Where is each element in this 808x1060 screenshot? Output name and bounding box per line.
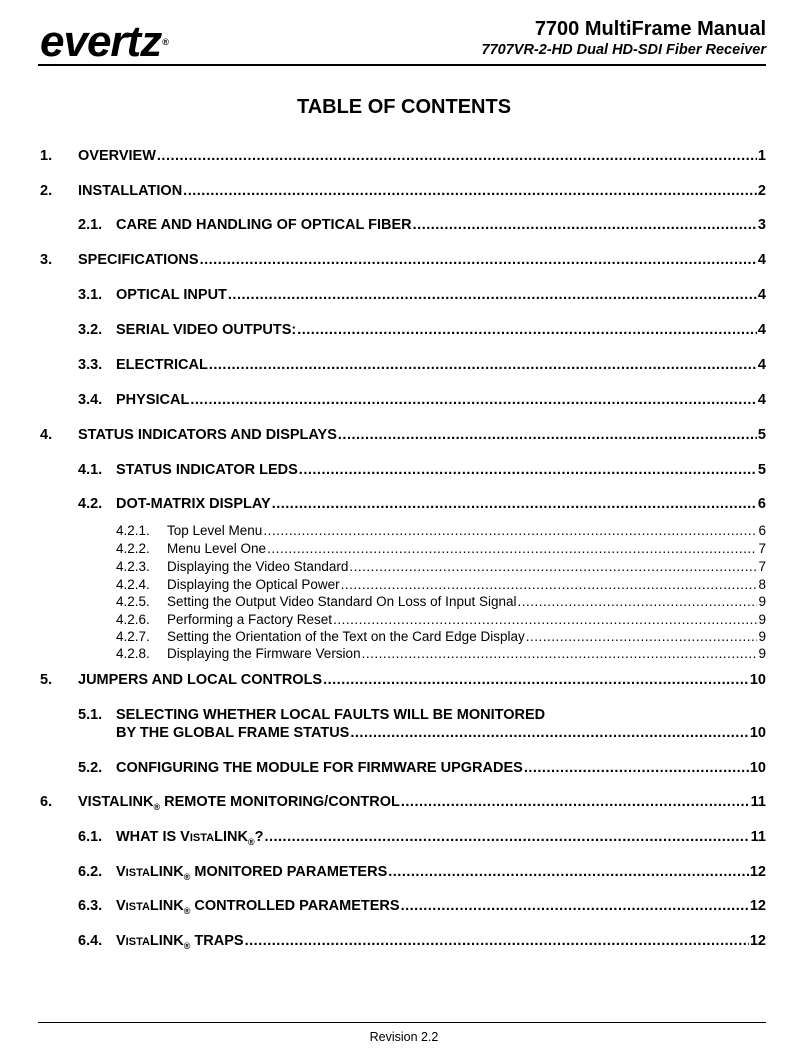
title-part: MONITORED PARAMETERS <box>190 864 388 880</box>
leader-dots <box>228 287 757 303</box>
leader-dots <box>518 594 758 609</box>
leader-dots <box>362 646 758 661</box>
toc-number: 2.1. <box>78 217 103 233</box>
toc-number: 3.1. <box>78 287 103 303</box>
toc-entry-2[interactable] <box>40 183 766 199</box>
toc-entry-4-2-5[interactable] <box>116 594 766 609</box>
toc-entry-3[interactable] <box>40 252 766 268</box>
toc-number: 3. <box>40 252 53 268</box>
toc-entry-4-2-7[interactable] <box>116 629 766 644</box>
title-part: ? <box>254 829 264 845</box>
toc-title-text <box>116 864 387 882</box>
registered-mark: ® <box>183 940 191 951</box>
title-part: LINK <box>214 829 248 845</box>
toc-entry-6-1[interactable] <box>78 829 766 847</box>
toc-entry-3-4[interactable] <box>78 392 766 408</box>
toc-title-text: SELECTING WHETHER LOCAL FAULTS WILL BE MONITORED <box>116 707 546 723</box>
leader-dots <box>333 612 757 627</box>
toc-page: 10 <box>749 760 766 776</box>
title-part: V <box>116 933 126 949</box>
leader-dots <box>209 357 757 373</box>
toc-entry-6-3[interactable] <box>78 898 766 916</box>
leader-dots <box>267 541 757 556</box>
leader-dots <box>272 496 757 512</box>
toc-page: 11 <box>750 794 766 810</box>
registered-mark: ® <box>183 871 191 882</box>
toc-title-text: OPTICAL INPUT <box>116 287 227 303</box>
toc-entry-6-2[interactable] <box>78 864 766 882</box>
title-part: LINK <box>149 933 184 949</box>
toc-title-text: Displaying the Video Standard <box>167 559 349 574</box>
revision-footer: Revision 2.2 <box>369 1030 439 1044</box>
toc-title: TABLE OF CONTENTS <box>296 96 512 118</box>
toc-entry-5-2[interactable] <box>78 760 766 776</box>
title-part: WHAT IS V <box>116 829 190 845</box>
toc-number: 4.1. <box>78 462 103 478</box>
registered-mark: ® <box>153 801 161 812</box>
leader-dots <box>350 725 749 741</box>
toc-entry-1[interactable] <box>40 148 766 164</box>
toc-title-text: BY THE GLOBAL FRAME STATUS <box>116 725 350 741</box>
toc-title-text <box>116 898 400 916</box>
vistalink-word: VISTALINK <box>78 794 154 810</box>
toc-title-text: DOT-MATRIX DISPLAY <box>116 496 271 512</box>
leader-dots <box>413 217 757 233</box>
toc-number: 5. <box>40 672 53 688</box>
toc-title-text: Displaying the Firmware Version <box>167 646 361 661</box>
toc-page: 4 <box>757 252 766 268</box>
toc-number: 4.2.1. <box>116 523 150 538</box>
toc-page: 10 <box>749 672 766 688</box>
toc-number: 4. <box>40 427 53 443</box>
toc-entry-3-2[interactable] <box>78 322 766 338</box>
toc-number: 6.4. <box>78 933 103 949</box>
toc-page: 4 <box>757 287 766 303</box>
toc-entry-4[interactable] <box>40 427 766 443</box>
leader-dots <box>349 559 757 574</box>
toc-page: 10 <box>749 725 766 741</box>
toc-page: 11 <box>750 829 766 845</box>
toc-page: 7 <box>758 559 766 574</box>
footer-rule <box>38 1022 766 1023</box>
title-part: TRAPS <box>190 933 244 949</box>
toc-entry-6-4[interactable] <box>78 933 766 951</box>
toc-number: 6. <box>40 794 53 810</box>
toc-number: 4.2.7. <box>116 629 150 644</box>
title-part: LINK <box>149 898 184 914</box>
toc-entry-4-2-4[interactable] <box>116 577 766 592</box>
leader-dots <box>183 183 757 199</box>
leader-dots <box>299 462 757 478</box>
toc-page: 4 <box>757 322 766 338</box>
toc-page: 9 <box>758 612 766 627</box>
logo-text: evertz <box>40 17 162 66</box>
toc-title-text: CONFIGURING THE MODULE FOR FIRMWARE UPGRADES <box>116 760 523 776</box>
toc-number: 3.3. <box>78 357 103 373</box>
toc-page: 6 <box>757 496 766 512</box>
logo-registered-mark: ® <box>162 37 168 47</box>
toc-title-text: ELECTRICAL <box>116 357 208 373</box>
toc-number: 4.2.4. <box>116 577 150 592</box>
toc-number: 6.3. <box>78 898 103 914</box>
toc-title-text: OVERVIEW <box>78 148 156 164</box>
toc-number: 4.2.2. <box>116 541 150 556</box>
toc-entry-4-2-1[interactable] <box>116 523 766 538</box>
leader-dots <box>323 672 749 688</box>
toc-page: 9 <box>758 594 766 609</box>
manual-subtitle: 7707VR-2-HD Dual HD-SDI Fiber Receiver <box>481 42 766 58</box>
toc-title-text: PHYSICAL <box>116 392 190 408</box>
toc-entry-4-2[interactable] <box>78 496 766 512</box>
leader-dots <box>338 427 757 443</box>
toc-number: 3.4. <box>78 392 103 408</box>
toc-page: 4 <box>757 357 766 373</box>
toc-entry-4-2-3[interactable] <box>116 559 766 574</box>
toc-title-text: Menu Level One <box>167 541 267 556</box>
toc-number: 4.2.5. <box>116 594 150 609</box>
toc-entry-4-1[interactable] <box>78 462 766 478</box>
toc-page: 1 <box>757 148 766 164</box>
toc-number: 5.1. <box>78 707 103 723</box>
registered-mark: ® <box>247 836 255 847</box>
toc-page: 2 <box>757 183 766 199</box>
toc-number: 4.2.3. <box>116 559 150 574</box>
toc-entry-3-3[interactable] <box>78 357 766 373</box>
leader-dots <box>245 933 749 949</box>
title-smallcaps: ISTA <box>125 901 150 913</box>
toc-title-text <box>116 829 263 847</box>
toc-entry-4-2-6[interactable] <box>116 612 766 627</box>
leader-dots <box>264 829 749 845</box>
title-smallcaps: ISTA <box>125 867 150 879</box>
toc-number: 4.2. <box>78 496 103 512</box>
leader-dots <box>190 392 757 408</box>
toc-entry-5-1-line2[interactable] <box>78 725 766 741</box>
toc-page: 12 <box>749 933 766 949</box>
leader-dots <box>401 898 749 914</box>
toc-page: 5 <box>757 462 766 478</box>
leader-dots <box>401 794 750 810</box>
toc-title-text: INSTALLATION <box>78 183 183 199</box>
toc-page: 8 <box>758 577 766 592</box>
toc-page: 4 <box>757 392 766 408</box>
toc-number: 4.2.8. <box>116 646 150 661</box>
toc-number: 4.2.6. <box>116 612 150 627</box>
toc-title-text <box>116 933 244 951</box>
leader-dots <box>526 629 758 644</box>
toc-page: 9 <box>758 629 766 644</box>
toc-entry-4-2-8[interactable] <box>116 646 766 661</box>
toc-entry-3-1[interactable] <box>78 287 766 303</box>
title-smallcaps: ISTA <box>125 936 150 948</box>
toc-number: 5.2. <box>78 760 103 776</box>
toc-title-text: SPECIFICATIONS <box>78 252 199 268</box>
toc-number: 6.1. <box>78 829 103 845</box>
toc-number: 6.2. <box>78 864 103 880</box>
toc-entry-6[interactable] <box>40 794 766 812</box>
toc-title-text: Setting the Orientation of the Text on the Card Edge Display <box>167 629 525 644</box>
leader-dots <box>388 864 749 880</box>
toc-page: 6 <box>758 523 766 538</box>
title-rest: REMOTE MONITORING/CONTROL <box>160 794 400 810</box>
leader-dots <box>341 577 758 592</box>
leader-dots <box>524 760 749 776</box>
registered-mark: ® <box>183 905 191 916</box>
toc-title-text: Top Level Menu <box>167 523 263 538</box>
leader-dots <box>200 252 757 268</box>
toc-title-text: Displaying the Optical Power <box>167 577 340 592</box>
toc-page: 12 <box>749 898 766 914</box>
toc-title-text: STATUS INDICATOR LEDS <box>116 462 298 478</box>
toc-title-text: SERIAL VIDEO OUTPUTS: <box>116 322 297 338</box>
title-smallcaps: ISTA <box>189 832 215 844</box>
title-part: V <box>116 898 126 914</box>
title-part: LINK <box>149 864 184 880</box>
toc-entry-2-1[interactable] <box>78 217 766 233</box>
toc-page: 7 <box>758 541 766 556</box>
toc-page: 5 <box>757 427 766 443</box>
toc-page: 9 <box>758 646 766 661</box>
toc-entry-5-1-line1[interactable] <box>78 707 766 723</box>
toc-page: 12 <box>749 864 766 880</box>
toc-title-text: Performing a Factory Reset <box>167 612 333 627</box>
toc-title-text: Setting the Output Video Standard On Loss of Input Signal <box>167 594 517 609</box>
toc-title-text: CARE AND HANDLING OF OPTICAL FIBER <box>116 217 412 233</box>
toc-number: 2. <box>40 183 53 199</box>
manual-title: 7700 MultiFrame Manual <box>534 18 766 40</box>
leader-dots <box>297 322 757 338</box>
toc-number: 3.2. <box>78 322 103 338</box>
title-part: CONTROLLED PARAMETERS <box>190 898 400 914</box>
toc-page: 3 <box>757 217 766 233</box>
toc-entry-4-2-2[interactable] <box>116 541 766 556</box>
toc-number: 1. <box>40 148 53 164</box>
toc-title-text <box>78 794 400 812</box>
toc-entry-5[interactable] <box>40 672 766 688</box>
leader-dots <box>157 148 757 164</box>
toc-title-text: STATUS INDICATORS AND DISPLAYS <box>78 427 337 443</box>
leader-dots <box>263 523 757 538</box>
toc-title-text: JUMPERS AND LOCAL CONTROLS <box>78 672 323 688</box>
title-part: V <box>116 864 126 880</box>
